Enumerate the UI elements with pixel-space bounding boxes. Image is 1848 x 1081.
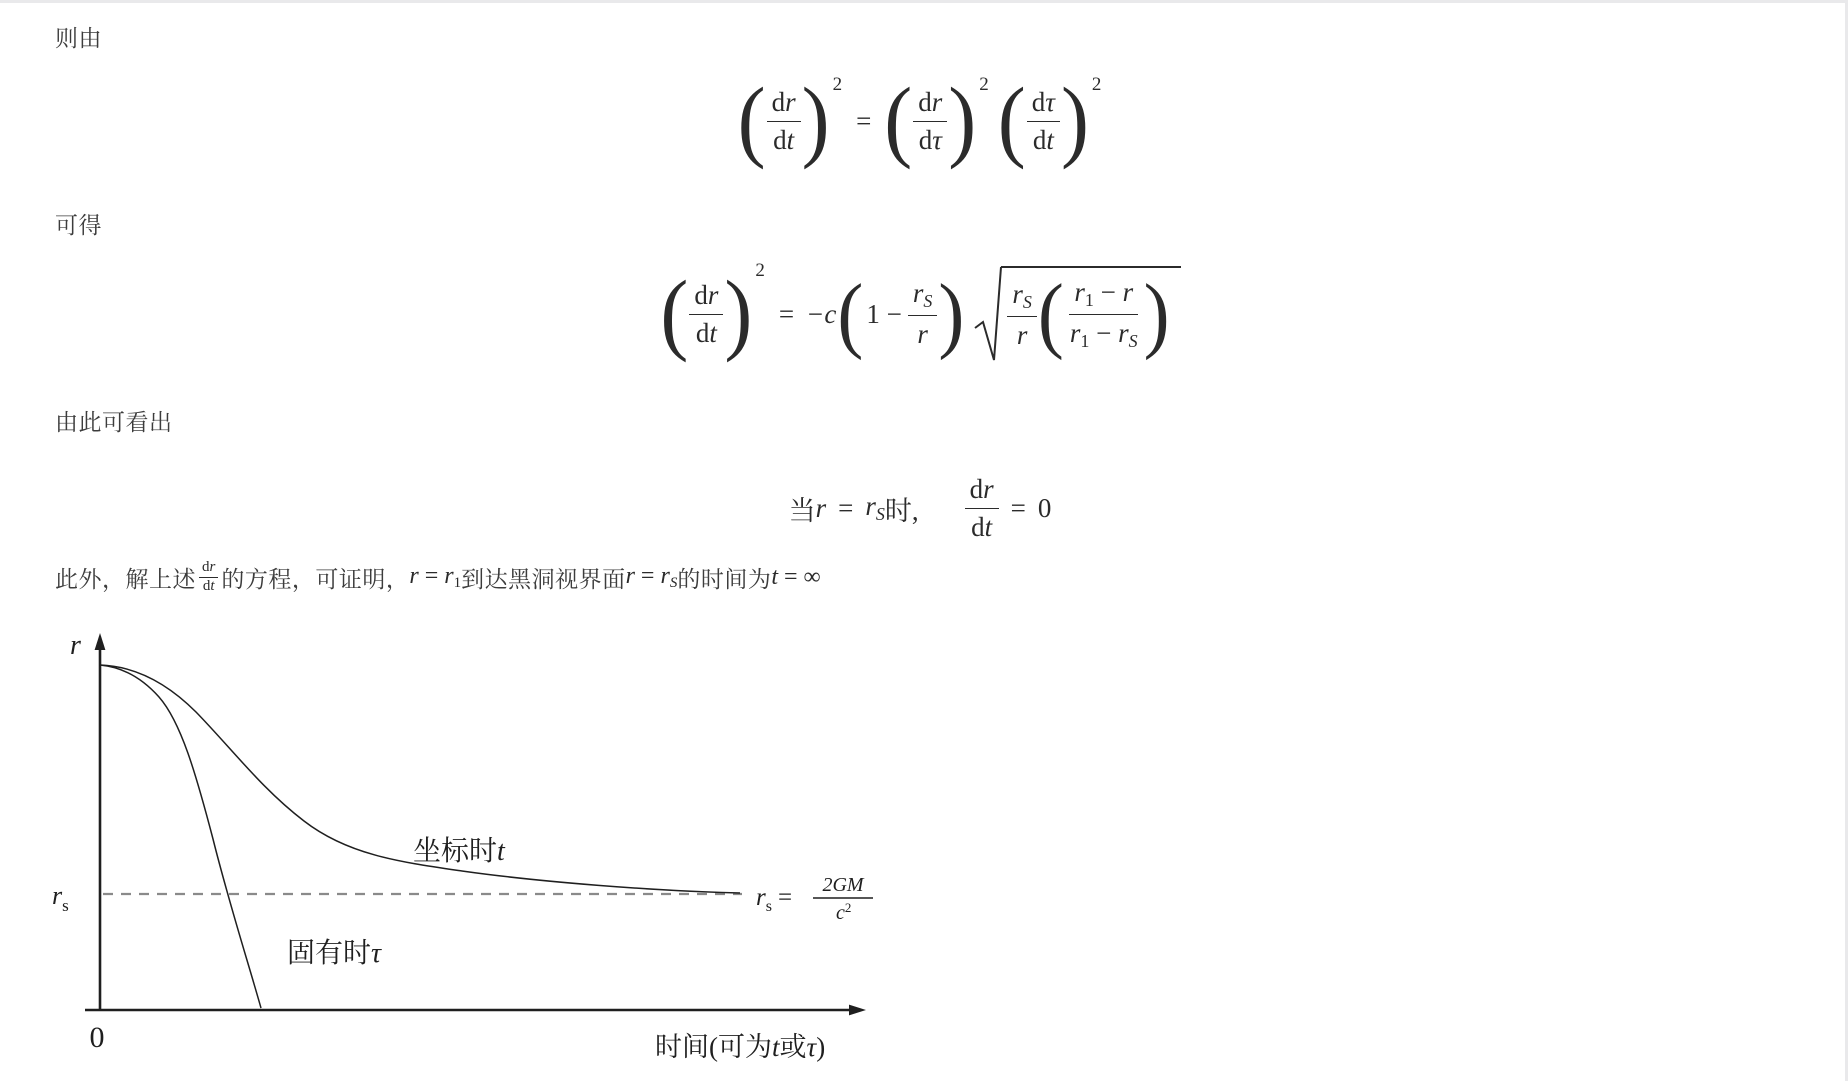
fraction-dr-dt: $\frac{dr}{dt}$ xyxy=(965,473,999,543)
figure-r-vs-time xyxy=(0,612,920,1081)
fraction-dr-dtau: $\frac{dr}{d\tau}$ xyxy=(913,86,947,156)
var-rs: $r_S$ xyxy=(865,491,885,524)
proper-time-label: 固有时τ xyxy=(287,938,382,969)
y-axis-arrowhead xyxy=(95,633,106,650)
fraction-rs-r: $\frac{r_S}{r}$ xyxy=(1007,278,1037,351)
var-r: r xyxy=(815,492,827,523)
svg-text:rs=: $r_s$ = xyxy=(756,884,793,915)
fraction-rs-r: $\frac{r_S}{r}$ xyxy=(908,277,938,350)
paragraph-from-this: 由此可看出 xyxy=(55,409,173,435)
curve-proper-time xyxy=(100,665,261,1008)
paragraph-besides: 此外，解上述 $\frac{dr}{dt}$ 的方程，可证明， r = r1 到达黑洞视界面 r = rS 的时间为 t = ∞ xyxy=(55,559,821,594)
fraction-dr-dt: $\frac{dr}{dt}$ xyxy=(767,86,801,156)
fraction-r1-minus-r: $\frac{r_1 - r}{r_1 - r_S}$ xyxy=(1069,277,1138,351)
exponent-2: 2 xyxy=(755,260,765,281)
inline-fraction-dr-dt: $\frac{dr}{dt}$ xyxy=(199,560,218,595)
exponent-2: 2 xyxy=(1091,74,1102,95)
x-axis-arrowhead xyxy=(849,1005,866,1016)
fraction-dtau-dt: $\frac{d\tau}{dt}$ xyxy=(1027,86,1060,156)
paragraph-we-get: 可得 xyxy=(55,212,102,238)
fraction-dr-dt: $\frac{dr}{dt}$ xyxy=(689,279,723,349)
equation-3 xyxy=(0,468,1840,548)
when-word: 当 xyxy=(788,495,816,526)
equation-1: ( $\frac{dr}{dt}$ ) 2 = ( $\frac{dr}{d\tau}$ ) 2 ( $\frac{d\tau}{dt}$ ) 2 xyxy=(737,70,1102,171)
x-axis-label: 时间(可为t或τ) xyxy=(655,1032,826,1062)
minus-c-term: −c xyxy=(806,298,837,329)
equation-2: ( $\frac{dr}{dt}$ ) 2 = −c ( 1 − $\frac{r_S}{r}$ ) $\frac{r_S}{r}$ ( $\frac{r_1 - r}{r_1 - r_S}$ ) xyxy=(0,262,1840,366)
paragraph-then-from: 则由 xyxy=(55,25,102,51)
inline-t-eq-inf: t = ∞ xyxy=(771,563,821,590)
rs-equation-annotation xyxy=(756,874,873,924)
window-top-edge xyxy=(0,0,1848,3)
exponent-2: 2 xyxy=(979,74,989,95)
inline-r-eq-rs: r = rS xyxy=(625,562,678,591)
rs-eq-numerator: 2GM xyxy=(822,874,864,896)
zero: 0 xyxy=(1037,492,1052,523)
y-axis-label: r xyxy=(70,630,81,661)
radical-sign xyxy=(973,264,1003,364)
coordinate-time-label: 坐标时t xyxy=(413,836,505,867)
exponent-2: 2 xyxy=(832,74,843,95)
equals-sign: = xyxy=(856,105,872,136)
square-root: $\frac{r_S}{r}$ ( $\frac{r_1 - r}{r_1 - r_S}$ ) xyxy=(973,264,1180,364)
equals-sign: = xyxy=(1010,492,1026,523)
one-minus: 1 − xyxy=(866,298,902,329)
rs-eq-denominator: $c^2$ xyxy=(836,900,852,924)
inline-r-eq-r1: r = r1 xyxy=(409,562,462,591)
equals-sign: = xyxy=(778,298,795,329)
shi-comma: 时, xyxy=(884,495,919,526)
origin-label: 0 xyxy=(89,1021,105,1054)
equals-sign: = xyxy=(838,492,854,523)
rs-tick-label: $r_s$ xyxy=(52,881,69,915)
